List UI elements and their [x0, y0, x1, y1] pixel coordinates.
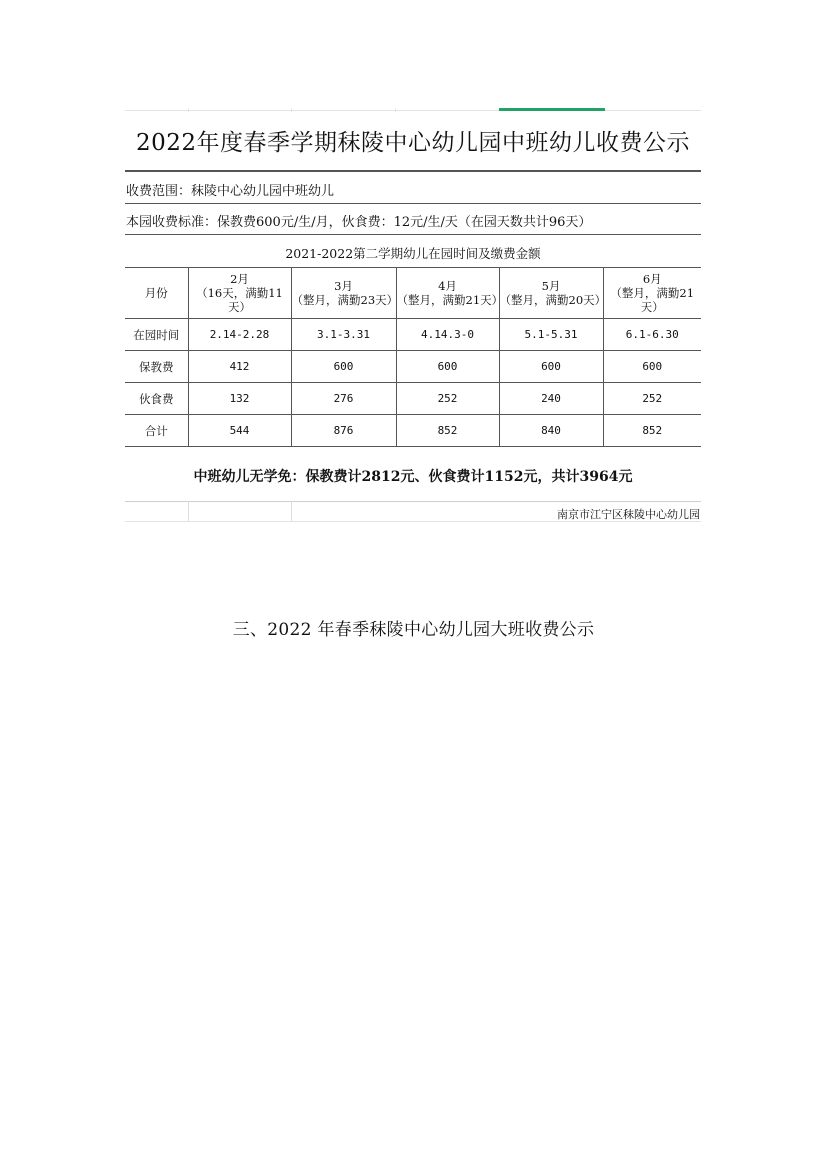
- table-cell: 276: [291, 383, 396, 415]
- table-cell: 5.1-5.31: [499, 319, 603, 351]
- table-cell: 600: [396, 351, 499, 383]
- table-row: [125, 383, 701, 415]
- table-row: [125, 351, 701, 383]
- table-row: [125, 319, 701, 351]
- fee-table: [125, 267, 701, 447]
- table-cell: 2.14-2.28: [188, 319, 291, 351]
- table-cell: 412: [188, 351, 291, 383]
- grid-tick: [395, 108, 396, 112]
- divider: [125, 203, 701, 204]
- grid-line: [188, 501, 189, 522]
- table-cell: 600: [291, 351, 396, 383]
- divider: [125, 170, 701, 172]
- selected-cell-indicator: [499, 108, 605, 111]
- fee-scope: 收费范围：秣陵中心幼儿园中班幼儿: [126, 184, 335, 199]
- month-header: 5月 （整月，满勤20天）: [499, 268, 603, 319]
- notice-title: 2022年度春季学期秣陵中心幼儿园中班幼儿收费公示: [135, 130, 691, 156]
- row-label: 保教费: [125, 351, 188, 383]
- header-label: 月份: [125, 268, 188, 319]
- table-row: [125, 415, 701, 447]
- issuer-name: 南京市江宁区秣陵中心幼儿园: [557, 508, 700, 521]
- table-cell: 840: [499, 415, 603, 447]
- fee-summary: 中班幼儿无学免：保教费计2812元、伙食费计1152元，共计3964元: [193, 469, 633, 485]
- table-cell: 132: [188, 383, 291, 415]
- fee-standard: 本园收费标准：保教费600元/生/月，伙食费：12元/生/天（在园天数共计96天）: [126, 215, 592, 230]
- month-header: 6月 （整月，满勤21天）: [603, 268, 701, 319]
- row-label: 在园时间: [125, 319, 188, 351]
- table-header-row: [125, 268, 701, 319]
- table-cell: 252: [603, 383, 701, 415]
- row-label: 合计: [125, 415, 188, 447]
- table-cell: 852: [396, 415, 499, 447]
- sheet-grid-top: [125, 110, 701, 111]
- table-cell: 544: [188, 415, 291, 447]
- table-cell: 240: [499, 383, 603, 415]
- row-label: 伙食费: [125, 383, 188, 415]
- table-cell: 3.1-3.31: [291, 319, 396, 351]
- divider: [125, 234, 701, 235]
- section-heading: 三、2022 年春季秣陵中心幼儿园大班收费公示: [232, 620, 595, 640]
- table-cell: 252: [396, 383, 499, 415]
- table-cell: 876: [291, 415, 396, 447]
- month-header: 3月 （整月，满勤23天）: [291, 268, 396, 319]
- table-cell: 600: [499, 351, 603, 383]
- table-cell: 600: [603, 351, 701, 383]
- table-cell: 4.14.3-0: [396, 319, 499, 351]
- grid-tick: [188, 108, 189, 112]
- grid-line: [291, 501, 292, 522]
- table-cell: 852: [603, 415, 701, 447]
- fee-notice-image: [125, 108, 701, 522]
- month-header: 4月 （整月，满勤21天）: [396, 268, 499, 319]
- grid-tick: [291, 108, 292, 112]
- divider: [125, 501, 701, 502]
- sheet-grid-bottom: [125, 521, 701, 522]
- table-cell: 6.1-6.30: [603, 319, 701, 351]
- table-subtitle: 2021-2022第二学期幼儿在园时间及缴费金额: [285, 246, 541, 261]
- month-header: 2月 （16天，满勤11天）: [188, 268, 291, 319]
